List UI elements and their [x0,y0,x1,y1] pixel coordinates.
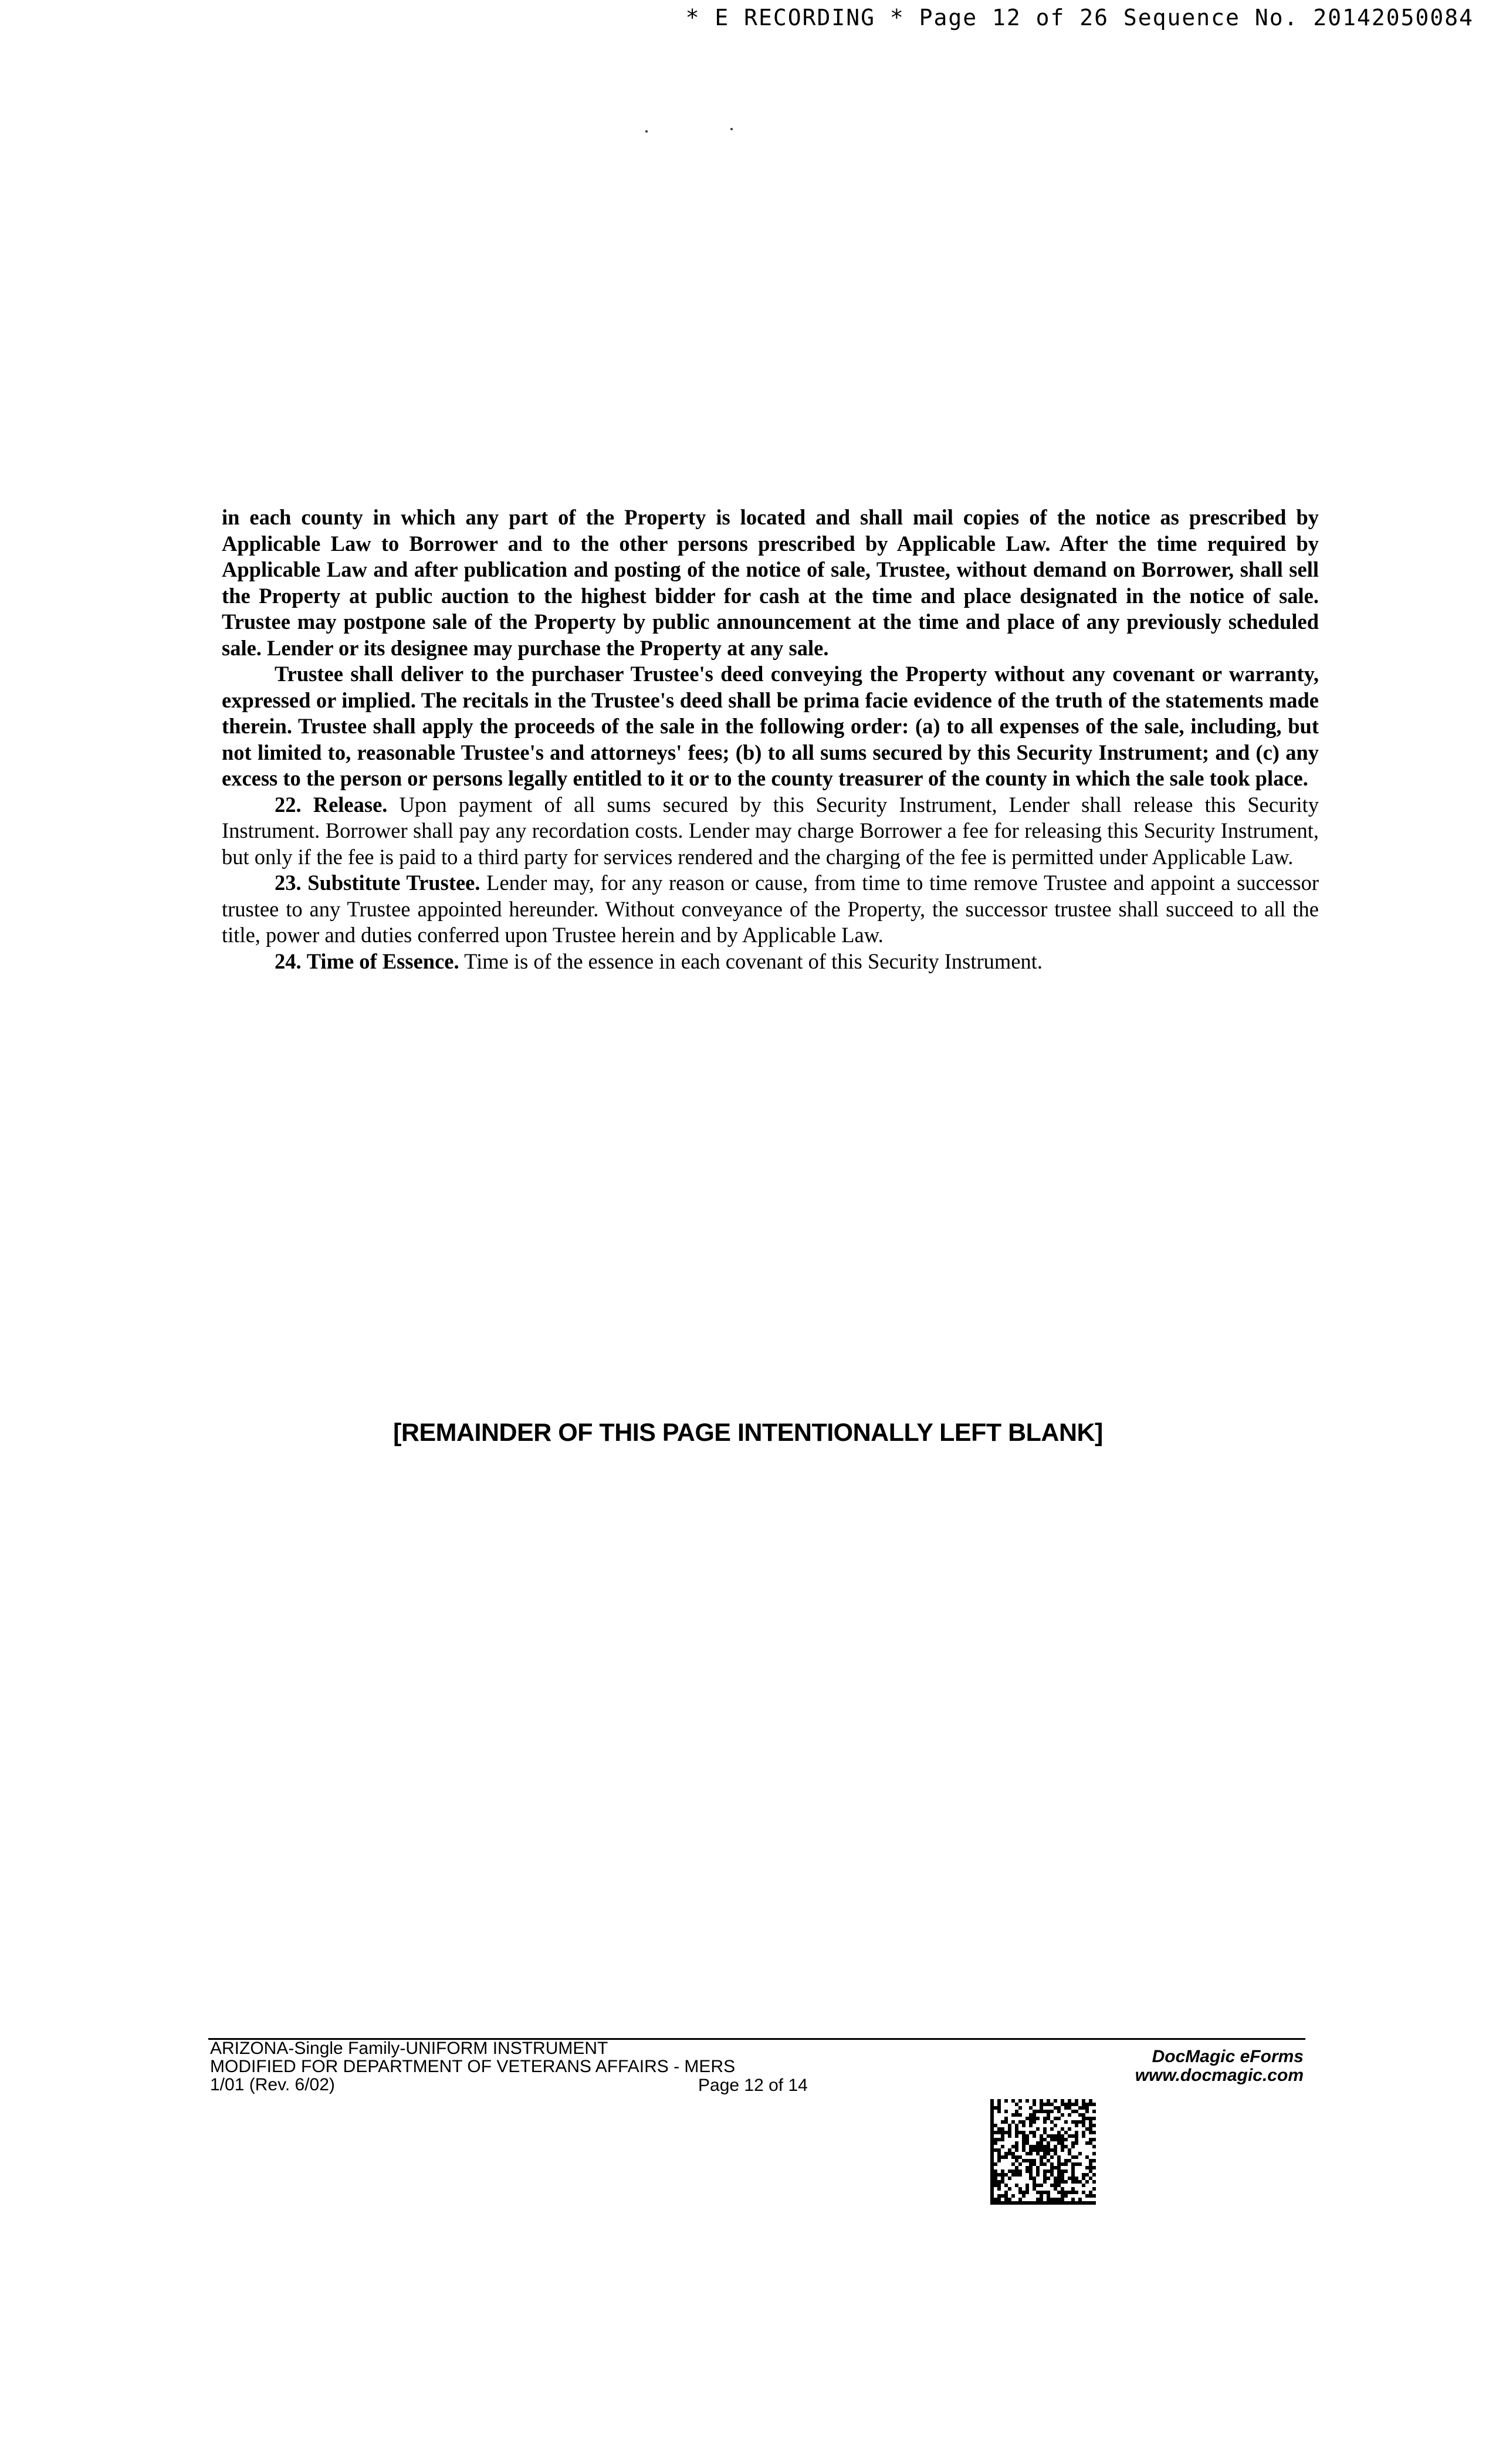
section-number: 23. [275,871,302,895]
footer-page-number: Page 12 of 14 [698,2076,808,2095]
docmagic-website: www.docmagic.com [1135,2066,1304,2085]
paragraph-foreclosure-notice: in each county in which any part of the Property is located and shall mail copies of the notice as prescribed by Applicable Law to Borrower and to the other persons prescribed by Applicable Law. After the time required by Applicable Law and after publication and posting of the notice of sale, Trustee, without demand on Borrower, shall sell the Property at public auction to the highest bidder for cash at the time and place designated in the notice of sale. Trustee may postpone sale of the Property by public announcement at the time and place of any previously scheduled sale. Lender or its designee may purchase the Property at any sale. [222,505,1319,660]
docmagic-logo: DocMagic eForms [1152,2047,1304,2066]
barcode-icon [990,2099,1096,2205]
scan-speck [645,130,648,133]
section-number: 24. [275,949,302,973]
footer-form-revision: 1/01 (Rev. 6/02) [210,2075,335,2094]
scan-speck [730,128,733,130]
section-title: Substitute Trustee. [307,871,480,895]
footer-form-subtitle: MODIFIED FOR DEPARTMENT OF VETERANS AFFAIRS - MERS [210,2057,736,2076]
footer-brand [1135,2047,1304,2085]
section-text: Time is of the essence in each covenant of this Security Instrument. [464,949,1043,973]
section-title: Release. [313,792,388,817]
section-text: Upon payment of all sums secured by this Security Instrument, Lender shall release this Security Instrument. Borrower shall pay any recordation costs. Lender may charge Borrower a fee for releasing this Security Instrument, but only if the fee is paid to a third party for services rendered and the charging of the fee is permitted under Applicable Law. [222,792,1319,869]
section-23-substitute-trustee [222,870,1319,949]
section-22-release [222,792,1319,871]
section-number: 22. [275,792,302,817]
section-text: Lender may, for any reason or cause, from time to time remove Trustee and appoint a successor trustee to any Trustee appointed hereunder. Without conveyance of the Property, the successor trustee shall succeed to all the title, power and duties conferred upon Trustee herein and by Applicable Law. [222,871,1319,947]
paragraph-trustee-deed: Trustee shall deliver to the purchaser Trustee's deed conveying the Property without any covenant or warranty, expressed or implied. The recitals in the Trustee's deed shall be prima facie evidence of the truth of the statements made therein. Trustee shall apply the proceeds of the sale in the following order: (a) to all expenses of the sale, including, but not limited to, reasonable Trustee's and attorneys' fees; (b) to all sums secured by this Security Instrument; and (c) any excess to the person or persons legally entitled to it or to the county treasurer of the county in which the sale took place. [222,662,1319,790]
section-title: Time of Essence. [306,949,459,973]
recording-header: * E RECORDING * Page 12 of 26 Sequence No. 20142050084 [685,5,1474,31]
footer-form-title: ARIZONA-Single Family-UNIFORM INSTRUMENT [210,2039,608,2058]
section-24-time-of-essence [222,949,1319,975]
blank-page-notice: [REMAINDER OF THIS PAGE INTENTIONALLY LEFT BLANK] [393,1419,1103,1447]
document-body [222,505,1319,974]
footer-form-info [210,2039,735,2094]
